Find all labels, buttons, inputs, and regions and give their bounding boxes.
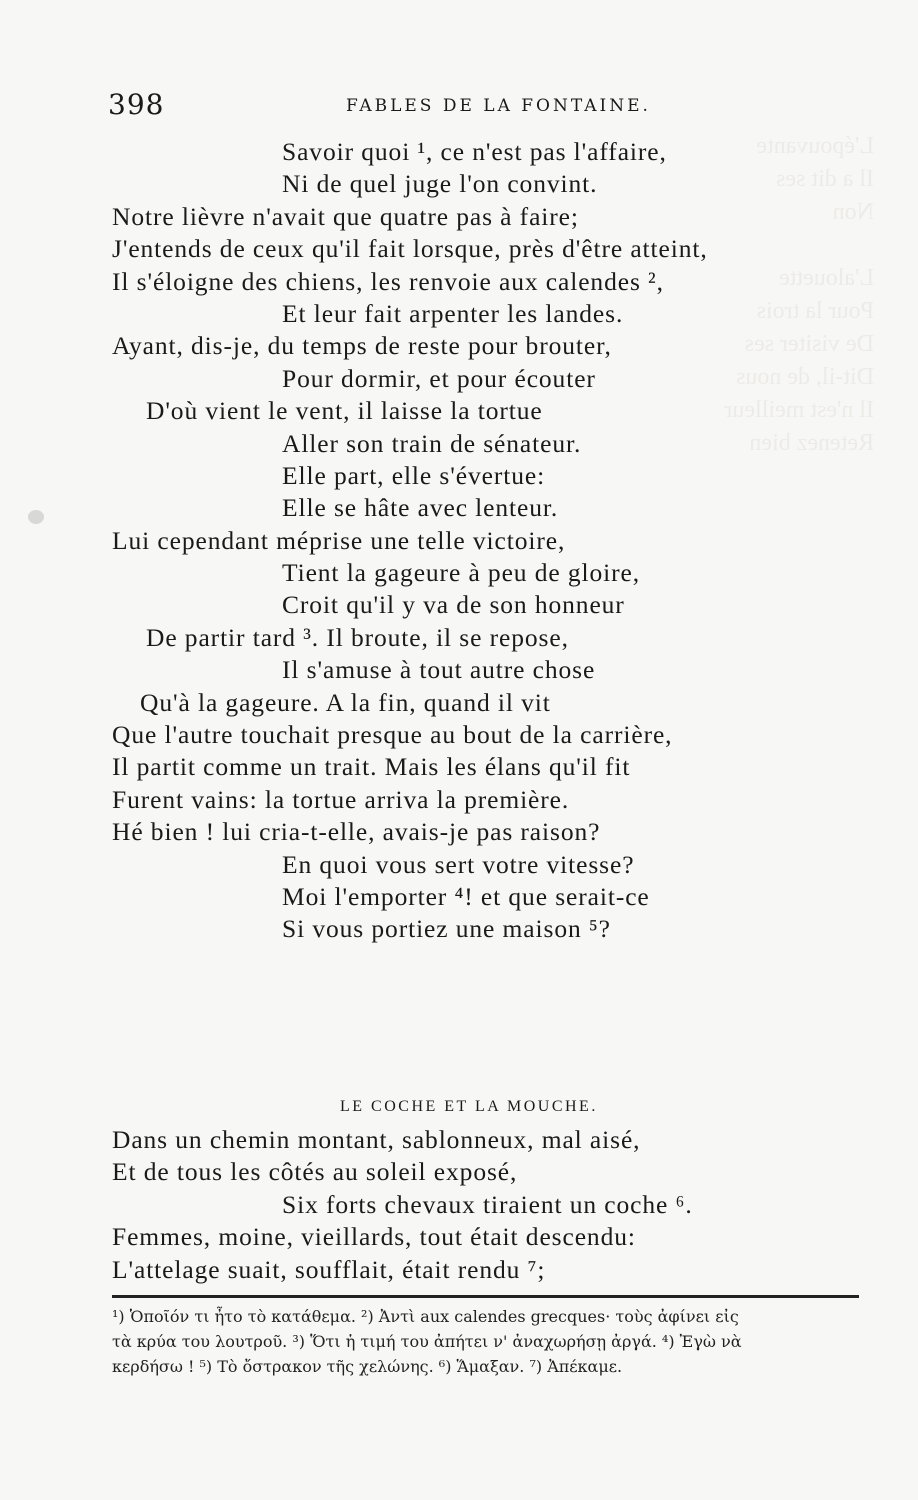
verse-line: Six forts chevaux tiraient un coche ⁶. bbox=[282, 1189, 693, 1219]
verse-line: Aller son train de sénateur. bbox=[282, 428, 582, 458]
verse-line: Tient la gageure à peu de gloire, bbox=[282, 558, 641, 588]
verse-line: Notre lièvre n'avait que quatre pas à faire; bbox=[112, 201, 579, 231]
verse-line: Croit qu'il y va de son honneur bbox=[282, 590, 625, 620]
verse-line: L'attelage suait, soufflait, était rendu ⁷; bbox=[112, 1254, 546, 1284]
verse-line: Et leur fait arpenter les landes. bbox=[282, 298, 624, 328]
running-header bbox=[108, 88, 798, 121]
verse-line: Ni de quel juge l'on convint. bbox=[282, 169, 598, 199]
verse-line: Il partit comme un trait. Mais les élans qu'il fit bbox=[112, 752, 631, 782]
footnote-line: κερδήσω ! ⁵) Τὸ ὄστρακον τῆς χελώνης. ⁶) Ἅμαξαν. ⁷) Ἀπέκαμε. bbox=[112, 1357, 623, 1376]
verse-line: Furent vains: la tortue arriva la première. bbox=[112, 784, 570, 814]
verse-line: Que l'autre touchait presque au bout de la carrière, bbox=[112, 720, 673, 750]
paper-blemish bbox=[28, 510, 44, 524]
verse-line: En quoi vous sert votre vitesse? bbox=[282, 849, 635, 879]
verse-line: Elle se hâte avec lenteur. bbox=[282, 493, 559, 523]
verse-line: D'où vient le vent, il laisse la tortue bbox=[146, 396, 543, 426]
fable-verse bbox=[112, 136, 812, 946]
footnotes bbox=[112, 1304, 859, 1379]
footnote-line: τὰ κρύα του λουτροῦ. ³) Ὅτι ἡ τιμή του ἀπήτει ν' ἀναχωρήσῃ ἀργά. ⁴) Ἐγὼ νὰ bbox=[112, 1332, 742, 1351]
show-through-text: L'épouvante Il a dit ses Non L'alouette Pour la trois De visiter ses Dit-il, de nous Il n'est meilleur Retenez bien bbox=[724, 133, 874, 456]
verse-line: Si vous portiez une maison ⁵? bbox=[282, 914, 611, 944]
verse-line: Femmes, moine, vieillards, tout était descendu: bbox=[112, 1222, 636, 1252]
footnote-line: ¹) Ὁποῖόν τι ἦτο τὸ κατάθεμα. ²) Ἀντὶ aux calendes grecques· τοὺς ἀφίνει εἰς bbox=[112, 1307, 739, 1326]
footnote-rule bbox=[112, 1295, 859, 1298]
running-title: FABLES DE LA FONTAINE. bbox=[346, 96, 651, 116]
verse-line: Il s'amuse à tout autre chose bbox=[282, 655, 596, 685]
verse-line: Qu'à la gageure. A la fin, quand il vit bbox=[140, 687, 551, 717]
verse-line: Ayant, dis-je, du temps de reste pour brouter, bbox=[112, 331, 612, 361]
verse-line: J'entends de ceux qu'il fait lorsque, près d'être atteint, bbox=[112, 234, 708, 264]
fable-verse-coche bbox=[112, 1124, 812, 1286]
verse-line: Moi l'emporter ⁴! et que serait-ce bbox=[282, 881, 650, 911]
verse-line: Et de tous les côtés au soleil exposé, bbox=[112, 1157, 518, 1187]
verse-line: Lui cependant méprise une telle victoire, bbox=[112, 525, 566, 555]
verse-line: Il s'éloigne des chiens, les renvoie aux calendes ², bbox=[112, 266, 664, 296]
verse-line: Elle part, elle s'évertue: bbox=[282, 460, 546, 490]
section-title: LE COCHE ET LA MOUCHE. bbox=[340, 1098, 598, 1115]
page-number: 398 bbox=[108, 88, 165, 121]
verse-line: Pour dormir, et pour écouter bbox=[282, 363, 596, 393]
verse-line: Savoir quoi ¹, ce n'est pas l'affaire, bbox=[282, 137, 667, 166]
verse-line: Dans un chemin montant, sablonneux, mal aisé, bbox=[112, 1125, 641, 1154]
verse-line: Hé bien ! lui cria-t-elle, avais-je pas raison? bbox=[112, 817, 601, 847]
verse-line: De partir tard ³. Il broute, il se repose, bbox=[146, 622, 569, 652]
